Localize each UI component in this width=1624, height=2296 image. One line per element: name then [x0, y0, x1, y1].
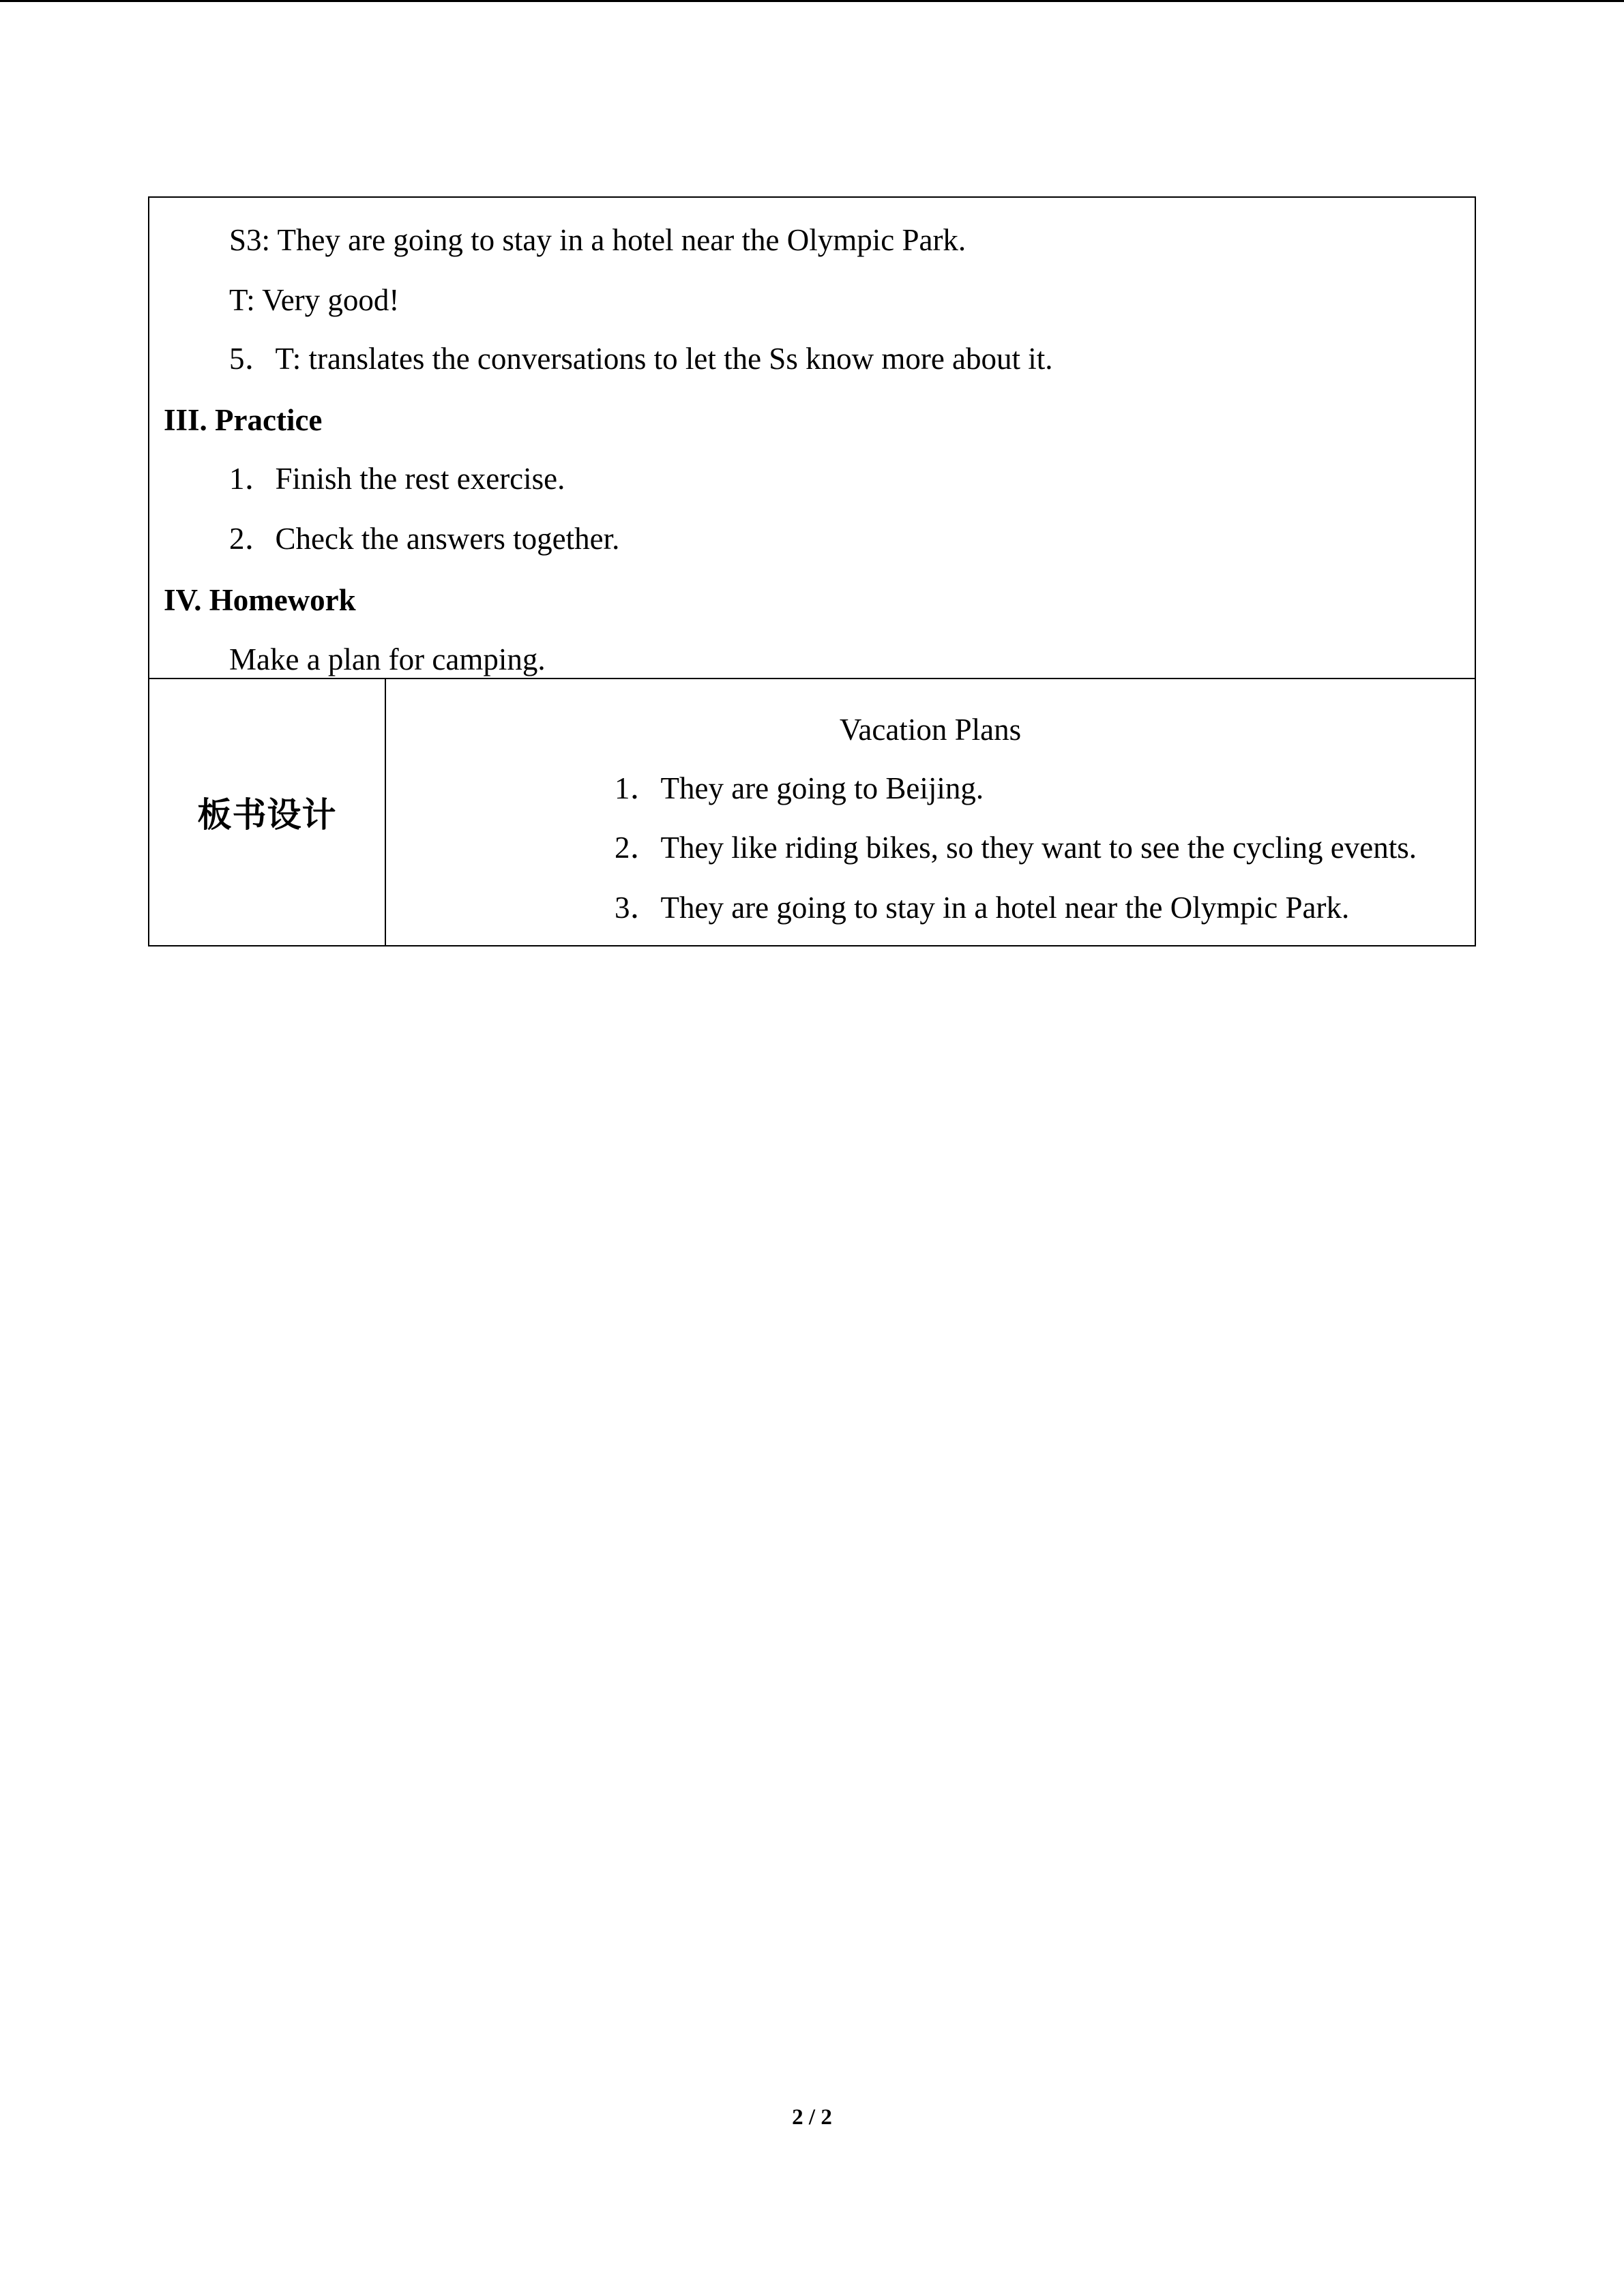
board-item-3: 3．They are going to stay in a hotel near the Olympic Park. — [615, 891, 1350, 925]
dialogue-line-t: T: Very good! — [229, 283, 400, 317]
page-number: 2 / 2 — [792, 2105, 832, 2130]
teaching-procedure-cell — [149, 198, 1475, 679]
page-top-border — [0, 0, 1624, 2]
step-5-line: 5．T: translates the conversations to let the Ss know more about it. — [229, 342, 1053, 376]
board-design-label-cell — [149, 679, 386, 945]
board-item-1: 1．They are going to Beijing. — [615, 771, 984, 805]
practice-item-2: 2．Check the answers together. — [229, 522, 620, 556]
board-design-row — [149, 679, 1475, 945]
homework-item: Make a plan for camping. — [229, 642, 546, 676]
board-item-2: 2．They like riding bikes, so they want to see the cycling events. — [615, 831, 1417, 865]
board-title: Vacation Plans — [839, 713, 1022, 747]
board-design-label: 板书设计 — [197, 795, 337, 835]
practice-item-1: 1．Finish the rest exercise. — [229, 462, 565, 496]
homework-heading: IV. Homework — [164, 583, 356, 617]
practice-heading: III. Practice — [164, 403, 323, 437]
board-design-content-cell — [386, 679, 1475, 945]
dialogue-line-s3: S3: They are going to stay in a hotel near the Olympic Park. — [229, 223, 966, 257]
lesson-plan-table — [148, 196, 1476, 946]
